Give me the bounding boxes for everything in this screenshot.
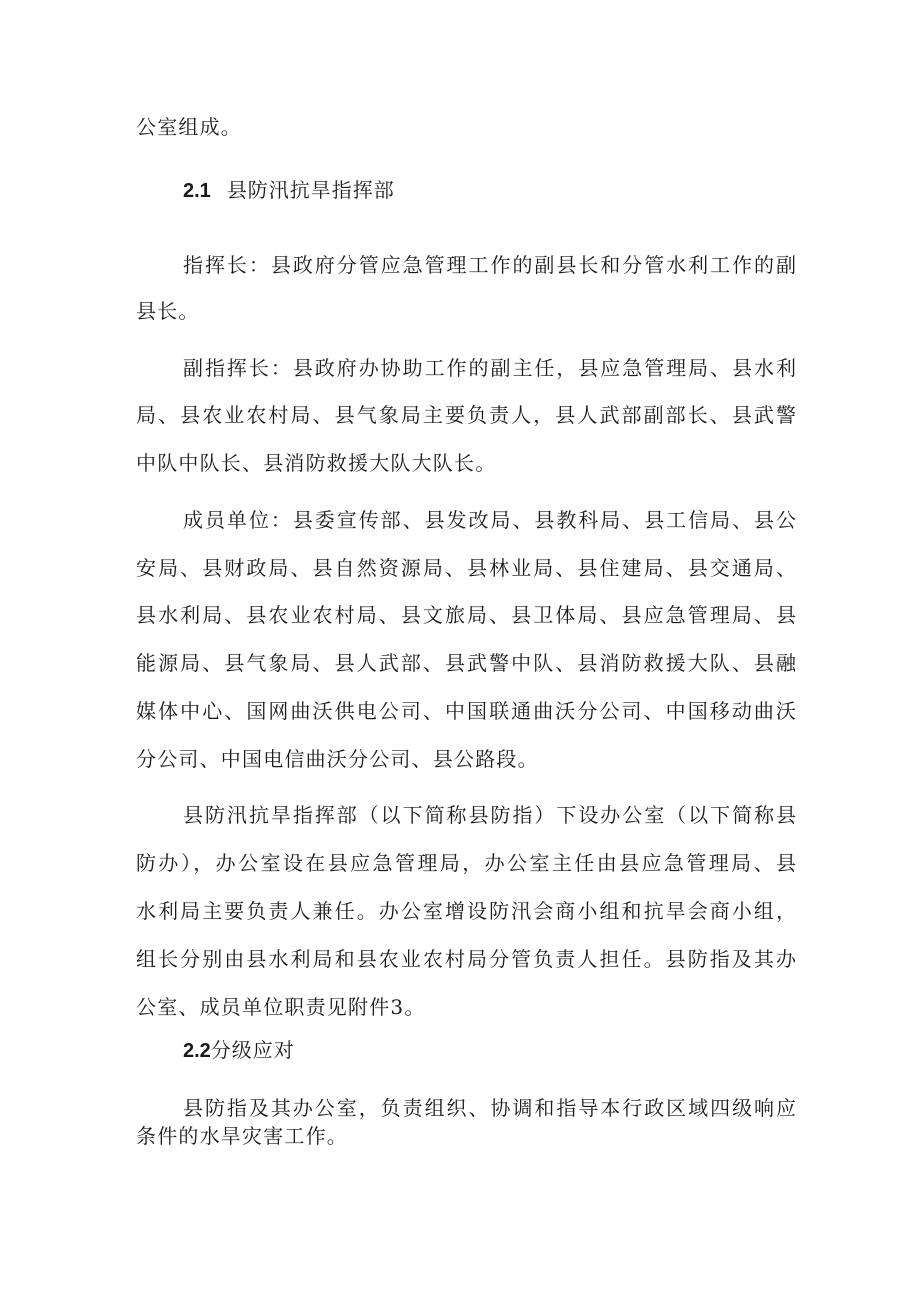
paragraph-line: 县水利局、县农业农村局、县文旅局、县卫体局、县应急管理局、县 — [136, 603, 796, 627]
paragraph-line: 指挥长：县政府分管应急管理工作的副县长和分管水利工作的副 — [183, 253, 796, 277]
paragraph-line: 媒体中心、国网曲沃供电公司、中国联通曲沃分公司、中国移动曲沃 — [136, 699, 796, 723]
section-title: 分级应对 — [210, 1038, 295, 1062]
paragraph-line: 水利局主要负责人兼任。办公室增设防汛会商小组和抗旱会商小组， — [136, 899, 796, 923]
section-heading-2-2 — [183, 1035, 796, 1066]
paragraph-line: 成员单位：县委宣传部、县发改局、县教科局、县工信局、县公 — [183, 508, 796, 532]
paragraph-line: 安局、县财政局、县自然资源局、县林业局、县住建局、县交通局、 — [136, 556, 796, 580]
paragraph-line: 组长分别由县水利局和县农业农村局分管负责人担任。县防指及其办 — [136, 947, 796, 971]
paragraph-line: 县防汛抗旱指挥部（以下简称县防指）下设办公室（以下简称县 — [183, 803, 796, 827]
paragraph-line: 局、县农业农村局、县气象局主要负责人，县人武部副部长、县武警 — [136, 403, 796, 427]
paragraph-line: 分公司、中国电信曲沃分公司、县公路段。 — [136, 747, 539, 771]
paragraph-line: 县防指及其办公室，负责组织、协调和指导本行政区域四级响应 — [183, 1096, 796, 1120]
paragraph-line: 条件的水旱灾害工作。 — [136, 1124, 348, 1148]
paragraph-line: 县长。 — [136, 299, 200, 323]
paragraph-line: 防办），办公室设在县应急管理局，办公室主任由县应急管理局、县 — [136, 851, 796, 875]
section-number: 2.1 — [183, 180, 211, 202]
paragraph-line: 公室、成员单位职责见附件3。 — [136, 995, 426, 1019]
section-number: 2.2 — [183, 1040, 211, 1062]
section-title: 县防汛抗旱指挥部 — [226, 178, 395, 202]
section-heading-2-1 — [183, 175, 796, 206]
paragraph-line: 公室组成。 — [136, 115, 242, 139]
paragraph-line: 中队中队长、县消防救援大队大队长。 — [136, 451, 497, 475]
paragraph-line: 能源局、县气象局、县人武部、县武警中队、县消防救援大队、县融 — [136, 651, 796, 675]
paragraph-line: 副指挥长：县政府办协助工作的副主任，县应急管理局、县水利 — [183, 356, 796, 380]
